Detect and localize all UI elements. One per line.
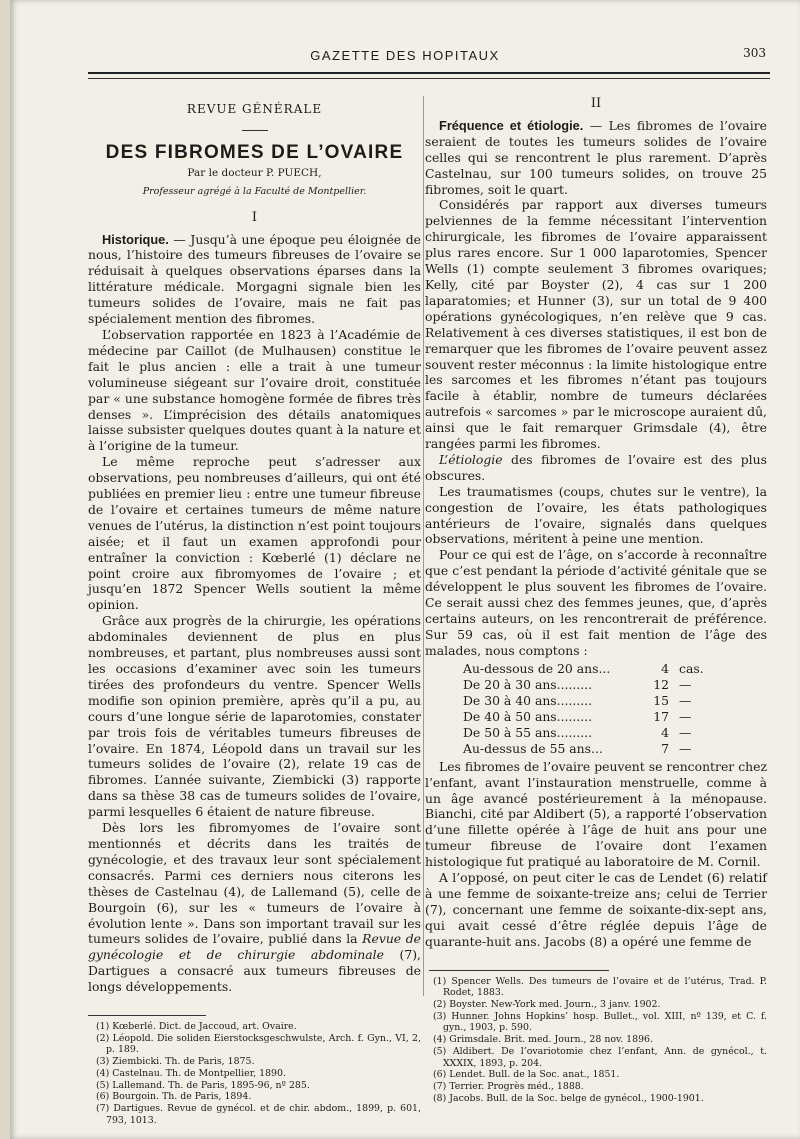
footnote-divider	[88, 1015, 206, 1016]
footnote: (2) Léopold. Die soliden Eierstocksgeschwulste, Arch. f. Gyn., VI, 2, p. 189.	[96, 1032, 421, 1056]
age-range: De 50 à 55 ans.........	[463, 724, 593, 740]
footnote: (3) Hunner. Johns Hopkins’ hosp. Bullet., vol. XIII, nº 139, et C. f. gyn., 1903, p. 590.	[433, 1010, 767, 1034]
case-count: 4	[661, 724, 669, 740]
journal-title: GAZETTE DES HOPITAUX	[310, 48, 500, 63]
unit: —	[679, 708, 692, 724]
left-column	[88, 96, 421, 1126]
paragraph: Pour ce qui est de l’âge, on s’accorde à reconnaître que c’est pendant la période d’activité génitale que se développent le plus souvent les fibromes de l’ovaire. Ce serait aussi chez des femmes jeunes, que, d’après certains auteurs, on les rencontrerait de préférence. Sur 59 cas, où il est fait mention de l’âge des malades, nous comptons :	[425, 547, 767, 658]
footnote: (7) Terrier. Progrès méd., 1888.	[433, 1080, 584, 1092]
article-title: DES FIBROMES DE L’OVAIRE	[105, 141, 404, 163]
footnote: (7) Dartigues. Revue de gynécol. et de chir. abdom., 1899, p. 601, 793, 1013.	[96, 1102, 421, 1126]
age-table	[463, 661, 704, 757]
paragraph-text: — Jusqu’à une époque peu éloignée de nous, l’histoire des tumeurs fibreuses de l’ovaire se réduisait à quelques observations éparses dans la littérature médicale. Morgagni signale bien les tumeurs solides de l’ovaire, mais ne fait pas spécialement mention des fibromes.	[88, 231, 421, 327]
footnote: (2) Boyster. New-York med. Journ., 3 janv. 1902.	[433, 999, 661, 1010]
table-row	[463, 661, 704, 677]
table-row	[463, 741, 704, 757]
footnote: (4) Grimsdale. Brit. med. Journ., 28 nov. 1896.	[433, 1034, 653, 1046]
section-number: II	[590, 96, 602, 111]
paragraph: Le même reproche peut s’adresser aux observations, peu nombreuses d’ailleurs, qui ont été publiées en premier lieu : entre une tumeur fibreuse de l’ovaire et certaines tumeurs de même nature venues de l’utérus, la distinction n’est point toujours aisée; et il faut un examen approfondi pour entraîner la conviction : Kœberlé (1) déclare ne point croire aux fibromyomes de l’ovaire ; et jusqu’en 1872 Spencer Wells soutient la même opinion.	[88, 454, 421, 613]
journal-name: Revue de gynécologie et de chirurgie abdominale	[88, 931, 421, 963]
unit: —	[679, 676, 692, 692]
paragraph	[88, 820, 421, 995]
paragraph	[425, 452, 767, 484]
italic-term: L’étiologie	[439, 451, 503, 467]
age-range: Au-dessous de 20 ans...	[463, 660, 611, 676]
footnote: (6) Bourgoin. Th. de Paris, 1894.	[96, 1091, 252, 1103]
footnote: (5) Aldibert. De l’ovariotomie chez l’enfant, Ann. de gynécol., t. XXXIX, 1893, p. 204.	[433, 1045, 767, 1069]
footnote: (4) Castelnau. Th. de Montpellier, 1890.	[96, 1067, 286, 1079]
paragraph-text: (7), Dartigues a consacré aux tumeurs fibreuses de longs développements.	[88, 947, 421, 995]
case-count: 17	[653, 708, 669, 724]
header-rule-thick	[88, 72, 770, 74]
paragraph: Les traumatismes (coups, chutes sur le ventre), la congestion de l’ovaire, les états pathologiques antérieurs de l’ovaire, signalés dans quelques observations, méritent à peine une mention.	[425, 483, 767, 547]
page-header	[10, 0, 800, 95]
paragraph-lead: Fréquence et étiologie.	[439, 117, 584, 133]
age-range: De 20 à 30 ans.........	[463, 676, 593, 692]
footnote: (5) Lallemand. Th. de Paris, 1895-96, nº 285.	[96, 1079, 310, 1091]
journal-page	[10, 0, 800, 1139]
age-range: De 40 à 50 ans.........	[463, 708, 593, 724]
page-number: 303	[743, 46, 766, 60]
paragraph-text: Dès lors les fibromyomes de l’ovaire sont mentionnés et décrits dans les traités de gynécologie, et des travaux leur sont spécialement consacrés. Parmi ces derniers nous citerons les thèses de Castelnau (4), de Lallemand (5), celle de Bourgoin (6), sur les « tumeurs de l’ovaire à évolution lente ». Dans son important travail sur les tumeurs solides de l’ovaire, publié dans la	[88, 820, 421, 947]
unit: cas.	[679, 660, 704, 676]
paragraph: L’observation rapportée en 1823 à l’Académie de médecine par Caillot (de Mulhausen) constitue le fait le plus ancien : elle a trait à une tumeur volumineuse siégeant sur l’ovaire droit, constituée par « une substance homogène formée de fibres très denses ». L’imprécision des détails anatomiques laisse subsister quelques doutes quant à la nature et à l’origine de la tumeur.	[88, 326, 421, 454]
age-range: Au-dessus de 55 ans...	[463, 740, 603, 756]
title-divider	[242, 130, 268, 131]
footnote-divider	[429, 970, 609, 971]
paragraph: Considérés par rapport aux diverses tumeurs pelviennes de la femme nécessitant l’intervention chirurgicale, les fibromes de l’ovaire apparaissent plus rares encore. Sur 1 000 laparotomies, Spencer Wells (1) compte seulement 3 fibromes ovariques; Kelly, cité par Boyster (2), 4 cas sur 1 200 laparatomies; et Hunner (3), sur un total de 9 400 opérations gynécologiques, n’en relève que 9 cas. Relativement à ces diverses statistiques, il est bon de remarquer que les fibromes de l’ovaire peuvent assez souvent rester méconnus : la limite histologique entre les sarcomes et les fibromes n’étant pas toujours facile à établir, nombre de tumeurs déclarées autrefois « sarcomes » par le microscope auraient dû, ainsi que le fait remarquer Grimsdale (4), être rangées parmi les fibromes.	[425, 197, 767, 452]
unit: —	[679, 692, 692, 708]
case-count: 15	[653, 692, 669, 708]
age-range: De 30 à 40 ans.........	[463, 692, 593, 708]
unit: —	[679, 740, 692, 756]
paragraph-text: des fibromes de l’ovaire est des plus obscures.	[425, 451, 767, 483]
table-row	[463, 709, 704, 725]
footnote: (1) Spencer Wells. Des tumeurs de l’ovaire et de l’utérus, Trad. P. Rodet, 1883.	[433, 975, 767, 999]
right-column	[425, 96, 767, 1104]
paragraph: Grâce aux progrès de la chirurgie, les opérations abdominales deviennent de plus en plus nombreuses, et partant, plus nombreuses aussi sont les occasions d’examiner avec soin les tumeurs tirées des profondeurs du ventre. Spencer Wells modifie son opinion première, après qu’il a pu, au cours d’une longue série de laparotomies, constater par trois fois de véritables tumeurs fibreuses de l’ovaire. En 1874, Léopold dans un travail sur les tumeurs solides de l’ovaire (2), relate 19 cas de fibromes. L’année suivante, Ziembicki (3) rapporte dans sa thèse 38 cas de tumeurs solides de l’ovaire, parmi lesquelles 6 étaient de nature fibreuse.	[88, 613, 421, 820]
footnote: (3) Ziembicki. Th. de Paris, 1875.	[96, 1056, 255, 1068]
footnote: (8) Jacobs. Bull. de la Soc. belge de gynécol., 1900-1901.	[433, 1092, 704, 1104]
table-row	[463, 693, 704, 709]
case-count: 12	[653, 676, 669, 692]
table-row	[463, 677, 704, 693]
unit: —	[679, 724, 692, 740]
paragraph	[425, 118, 767, 198]
footnotes	[425, 976, 767, 1105]
author-byline: Par le docteur P. PUECH,	[187, 166, 322, 179]
paragraph: Les fibromes de l’ovaire peuvent se rencontrer chez l’enfant, avant l’instauration menstruelle, comme à un âge avancé postérieurement à la ménopause. Bianchi, cité par Aldibert (5), a rapporté l’observation d’une fillette opérée à l’âge de huit ans pour une tumeur fibreuse de l’ovaire dont l’examen histologique fut pratiqué au laboratoire de M. Cornil.	[425, 758, 767, 870]
footnote: (1) Kœberlé. Dict. de Jaccoud, art. Ovaire.	[96, 1021, 297, 1033]
section-label: REVUE GÉNÉRALE	[186, 102, 323, 116]
footnotes	[88, 1021, 421, 1126]
case-count: 4	[661, 660, 669, 676]
author-affiliation: Professeur agrégé à la Faculté de Montpellier.	[142, 185, 367, 197]
footnote: (6) Lendet. Bull. de la Soc. anat., 1851.	[433, 1069, 620, 1081]
case-count: 7	[661, 740, 669, 756]
paragraph-lead: Historique.	[102, 231, 169, 247]
paragraph	[88, 232, 421, 327]
paragraph-text: — Les fibromes de l’ovaire seraient de toutes les tumeurs solides de l’ovaire celles qui se rencontrent le plus rarement. D’après Castelnau, sur 100 tumeurs solides, on trouve 25 fibromes, soit le quart.	[425, 117, 767, 197]
section-number: I	[251, 209, 258, 225]
header-rule-thin	[88, 78, 770, 79]
paragraph: A l’opposé, on peut citer le cas de Lendet (6) relatif à une femme de soixante-treize ans; celui de Terrier (7), concernant une femme de soixante-dix-sept ans, qui avait cessé d’être réglée depuis l’âge de quarante-huit ans. Jacobs (8) a opéré une femme de	[425, 870, 767, 949]
table-row	[463, 725, 704, 741]
